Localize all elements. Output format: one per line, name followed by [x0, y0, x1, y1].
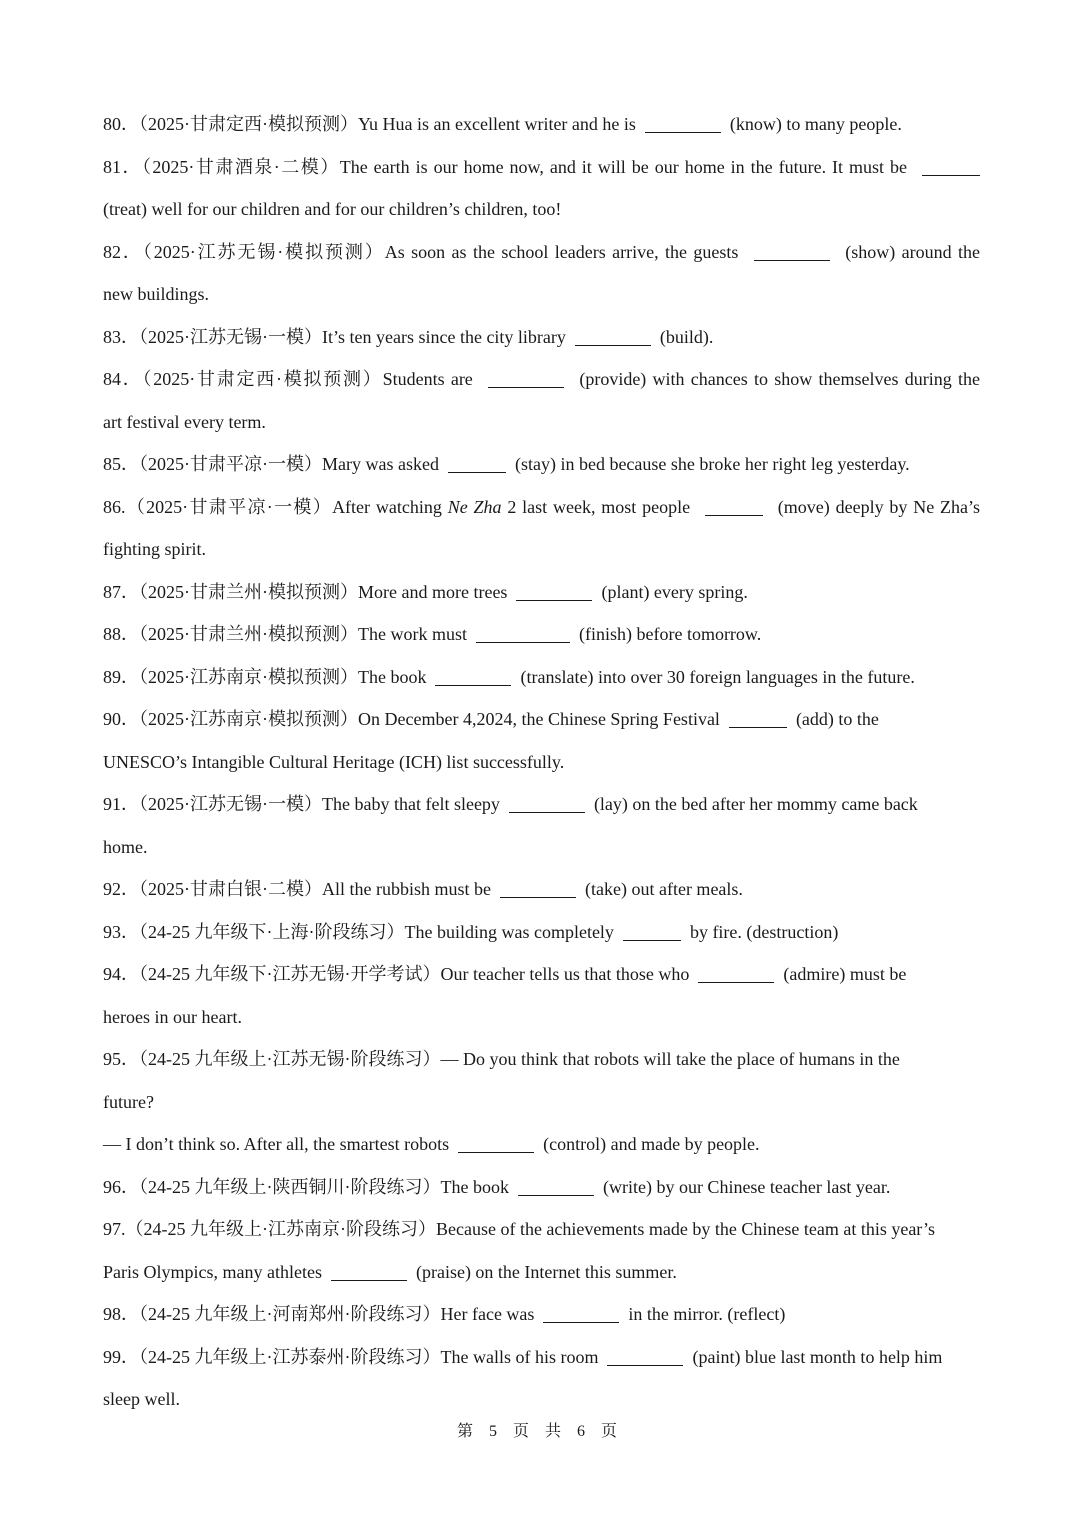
answer-blank	[488, 386, 564, 388]
answer-blank	[922, 174, 980, 176]
question-82: 82．（2025·江苏无锡·模拟预测）As soon as the school leaders arrive, the guests (show) around the	[103, 241, 981, 262]
question-text: All the rubbish must be	[322, 879, 491, 899]
answer-blank	[729, 726, 787, 728]
question-92: 92．（2025·甘肃白银·二模）All the rubbish must be (take) out after meals.	[103, 879, 743, 899]
question-95-continued	[103, 1081, 980, 1124]
question-text-continued: UNESCO’s Intangible Cultural Heritage (ICH) list successfully.	[103, 751, 565, 772]
answer-blank	[607, 1364, 683, 1366]
answer-blank	[754, 259, 830, 261]
question-81-continued	[103, 188, 980, 231]
question-86-continued	[103, 528, 980, 571]
question-source: （2025·甘肃兰州·模拟预测）	[139, 624, 358, 644]
question-hint: (admire) must be	[783, 964, 907, 984]
question-text: Yu Hua is an excellent writer and he is	[358, 114, 636, 134]
question-text: Because of the achievements made by the Chinese team at this year’s	[435, 1219, 935, 1239]
question-text: The baby that felt sleepy	[322, 794, 500, 814]
question-text: The work must	[358, 624, 467, 644]
question-number: 80	[103, 114, 121, 134]
question-hint: by fire. (destruction)	[689, 921, 839, 942]
answer-blank	[435, 684, 511, 686]
question-number: 91	[103, 794, 121, 814]
question-91-continued	[103, 826, 980, 869]
answer-blank	[705, 514, 763, 516]
question-source: （2025·江苏无锡·一模）	[139, 326, 322, 347]
question-98: 98．（24-25 九年级上·河南郑州·阶段练习）Her face was in the mirror. (reflect)	[103, 1304, 786, 1324]
question-text-continued: home.	[103, 836, 148, 857]
question-number: 83	[103, 326, 121, 347]
question-text: The book	[440, 1176, 509, 1197]
question-number: 94	[103, 964, 121, 984]
question-source: （2025·江苏无锡·一模）	[139, 794, 322, 814]
question-source: （2025·甘肃定西·模拟预测）	[139, 114, 358, 134]
question-source: （24-25 九年级上·江苏无锡·阶段练习）	[139, 1049, 441, 1069]
question-text-continued: art festival every term.	[103, 411, 266, 432]
question-number: 90	[103, 709, 121, 729]
question-hint: (plant) every spring.	[601, 581, 748, 602]
answer-blank	[518, 1194, 594, 1196]
question-source: （24-25 九年级上·河南郑州·阶段练习）	[139, 1304, 441, 1324]
answer-blank	[543, 1321, 619, 1323]
question-text-continued: Paris Olympics, many athletes	[103, 1261, 322, 1282]
question-text: It’s ten years since the city library	[322, 326, 566, 347]
question-source: （2025·甘肃平凉·一模）	[139, 454, 322, 474]
question-hint: (show) around the	[845, 241, 981, 262]
question-number: 81	[103, 156, 121, 177]
answer-blank	[331, 1279, 407, 1281]
answer-blank	[698, 981, 774, 983]
question-94: 94．（24-25 九年级下·江苏无锡·开学考试）Our teacher tells us that those who (admire) must be	[103, 964, 907, 984]
question-96: 96．（24-25 九年级上·陕西铜川·阶段练习）The book (write) by our Chinese teacher last year.	[103, 1176, 891, 1197]
question-99: 99．（24-25 九年级上·江苏泰州·阶段练习）The walls of his room (paint) blue last month to help him	[103, 1346, 943, 1367]
question-number: 99	[103, 1346, 121, 1367]
answer-blank	[575, 344, 651, 346]
question-text: On December 4,2024, the Chinese Spring Festival	[358, 709, 720, 729]
question-hint: (provide) with chances to show themselves during the	[579, 369, 981, 389]
question-95: 95．（24-25 九年级上·江苏无锡·阶段练习）— Do you think that robots will take the place of humans in the	[103, 1049, 900, 1069]
question-number: 96	[103, 1176, 121, 1197]
question-hint: (build).	[659, 326, 714, 347]
question-hint: (finish) before tomorrow.	[578, 624, 762, 644]
question-90: 90．（2025·江苏南京·模拟预测）On December 4,2024, the Chinese Spring Festival (add) to the	[103, 709, 879, 729]
question-93: 93．（24-25 九年级下·上海·阶段练习）The building was completely by fire. (destruction)	[103, 921, 839, 942]
question-hint: (write) by our Chinese teacher last year.	[602, 1176, 891, 1197]
question-source: （2025·甘肃平凉·一模）	[125, 496, 333, 517]
question-text-continued: sleep well.	[103, 1389, 180, 1409]
question-list	[103, 103, 980, 1421]
question-text: As soon as the school leaders arrive, the guests	[384, 241, 739, 262]
question-source: （2025·甘肃定西·模拟预测）	[142, 369, 383, 389]
question-number: 82	[103, 241, 121, 262]
question-source: （2025·甘肃酒泉·二模）	[141, 156, 340, 177]
question-hint: (stay) in bed because she broke her right leg yesterday.	[514, 454, 910, 474]
question-number: 89	[103, 666, 121, 687]
question-text-continued: fighting spirit.	[103, 539, 206, 559]
question-87: 87．（2025·甘肃兰州·模拟预测）More and more trees (plant) every spring.	[103, 581, 748, 602]
answer-blank	[623, 939, 681, 941]
question-source: （2025·甘肃兰州·模拟预测）	[139, 581, 358, 602]
question-94-continued	[103, 996, 980, 1039]
question-text: Her face was	[440, 1304, 535, 1324]
film-title: Ne Zha	[447, 496, 502, 517]
question-90-continued	[103, 741, 980, 784]
question-text: Mary was asked	[322, 454, 439, 474]
question-number: 92	[103, 879, 121, 899]
question-97: 97.（24-25 九年级上·江苏南京·阶段练习）Because of the achievements made by the Chinese team at this year’s	[103, 1219, 935, 1239]
question-hint: (paint) blue last month to help him	[692, 1346, 943, 1367]
question-95-reply	[103, 1123, 980, 1166]
answer-blank	[516, 599, 592, 601]
question-80: 80．（2025·甘肃定西·模拟预测）Yu Hua is an excellent writer and he is (know) to many people.	[103, 114, 902, 134]
question-text: Students are	[382, 369, 473, 389]
question-86: 86.（2025·甘肃平凉·一模）After watching Ne Zha 2 last week, most people (move) deeply by Ne Zha’s	[103, 496, 981, 517]
question-text: The book	[358, 666, 427, 687]
question-84-continued	[103, 401, 980, 444]
question-source: （24-25 九年级上·江苏南京·阶段练习）	[125, 1219, 436, 1239]
question-hint: (lay) on the bed after her mommy came back	[593, 794, 918, 814]
answer-blank	[476, 641, 570, 643]
page-footer: 第 5 页 共 6 页	[456, 1423, 623, 1440]
question-number: 88	[103, 624, 121, 644]
question-83: 83．（2025·江苏无锡·一模）It’s ten years since the city library (build).	[103, 326, 714, 347]
question-text: More and more trees	[358, 581, 508, 602]
question-number: 87	[103, 581, 121, 602]
question-number: 97	[103, 1219, 121, 1239]
question-97-continued	[103, 1251, 980, 1294]
question-91: 91．（2025·江苏无锡·一模）The baby that felt sleepy (lay) on the bed after her mommy came back	[103, 794, 918, 814]
question-88: 88．（2025·甘肃兰州·模拟预测）The work must (finish) before tomorrow.	[103, 624, 762, 644]
question-number: 85	[103, 454, 121, 474]
question-hint: (move) deeply by Ne Zha’s	[777, 496, 981, 517]
question-text-continued: future?	[103, 1091, 154, 1112]
question-number: 93	[103, 921, 121, 942]
answer-blank	[509, 811, 585, 813]
question-source: （24-25 九年级上·江苏泰州·阶段练习）	[139, 1346, 441, 1367]
question-number: 95	[103, 1049, 121, 1069]
question-89: 89．（2025·江苏南京·模拟预测）The book (translate) into over 30 foreign languages in the future.	[103, 666, 915, 687]
reply-text: — I don’t think so. After all, the smartest robots	[103, 1134, 450, 1154]
question-source: （2025·江苏无锡·模拟预测）	[142, 241, 385, 262]
question-text: 2 last week, most people	[507, 496, 691, 517]
question-81: 81．（2025·甘肃酒泉·二模）The earth is our home now, and it will be our home in the future. It must be	[103, 146, 980, 189]
answer-blank	[645, 131, 721, 133]
question-84: 84．（2025·甘肃定西·模拟预测）Students are (provide) with chances to show themselves during the	[103, 369, 981, 389]
question-82-continued	[103, 273, 980, 316]
question-hint: (translate) into over 30 foreign languages in the future.	[520, 666, 915, 687]
question-text: The walls of his room	[440, 1346, 599, 1367]
question-source: （24-25 九年级下·上海·阶段练习）	[139, 921, 405, 942]
question-hint: (know) to many people.	[729, 114, 902, 134]
question-text-continued: new buildings.	[103, 284, 209, 304]
answer-blank	[448, 471, 506, 473]
question-source: （2025·江苏南京·模拟预测）	[139, 709, 358, 729]
answer-blank	[500, 896, 576, 898]
question-number: 98	[103, 1304, 121, 1324]
question-99-continued	[103, 1378, 980, 1421]
question-number: 86	[103, 496, 121, 517]
question-number: 84	[103, 369, 121, 389]
question-hint: (praise) on the Internet this summer.	[415, 1261, 677, 1282]
question-text: Our teacher tells us that those who	[440, 964, 690, 984]
question-source: （2025·甘肃白银·二模）	[139, 879, 322, 899]
question-text-continued: (treat) well for our children and for our children’s children, too!	[103, 199, 562, 219]
question-hint: in the mirror. (reflect)	[628, 1304, 786, 1324]
answer-blank	[458, 1151, 534, 1153]
question-text-continued: heroes in our heart.	[103, 1006, 242, 1027]
question-source: （24-25 九年级下·江苏无锡·开学考试）	[139, 964, 441, 984]
question-text: After watching	[332, 496, 442, 517]
question-text: The building was completely	[404, 921, 614, 942]
question-text: The earth is our home now, and it will be our home in the future. It must be	[339, 156, 908, 177]
question-85: 85．（2025·甘肃平凉·一模）Mary was asked (stay) in bed because she broke her right leg yesterday.	[103, 454, 910, 474]
question-hint: (take) out after meals.	[585, 879, 743, 899]
question-source: （2025·江苏南京·模拟预测）	[139, 666, 358, 687]
question-hint: (add) to the	[795, 709, 879, 729]
question-text: — Do you think that robots will take the place of humans in the	[440, 1049, 900, 1069]
question-source: （24-25 九年级上·陕西铜川·阶段练习）	[139, 1176, 441, 1197]
question-hint: (control) and made by people.	[543, 1134, 760, 1154]
